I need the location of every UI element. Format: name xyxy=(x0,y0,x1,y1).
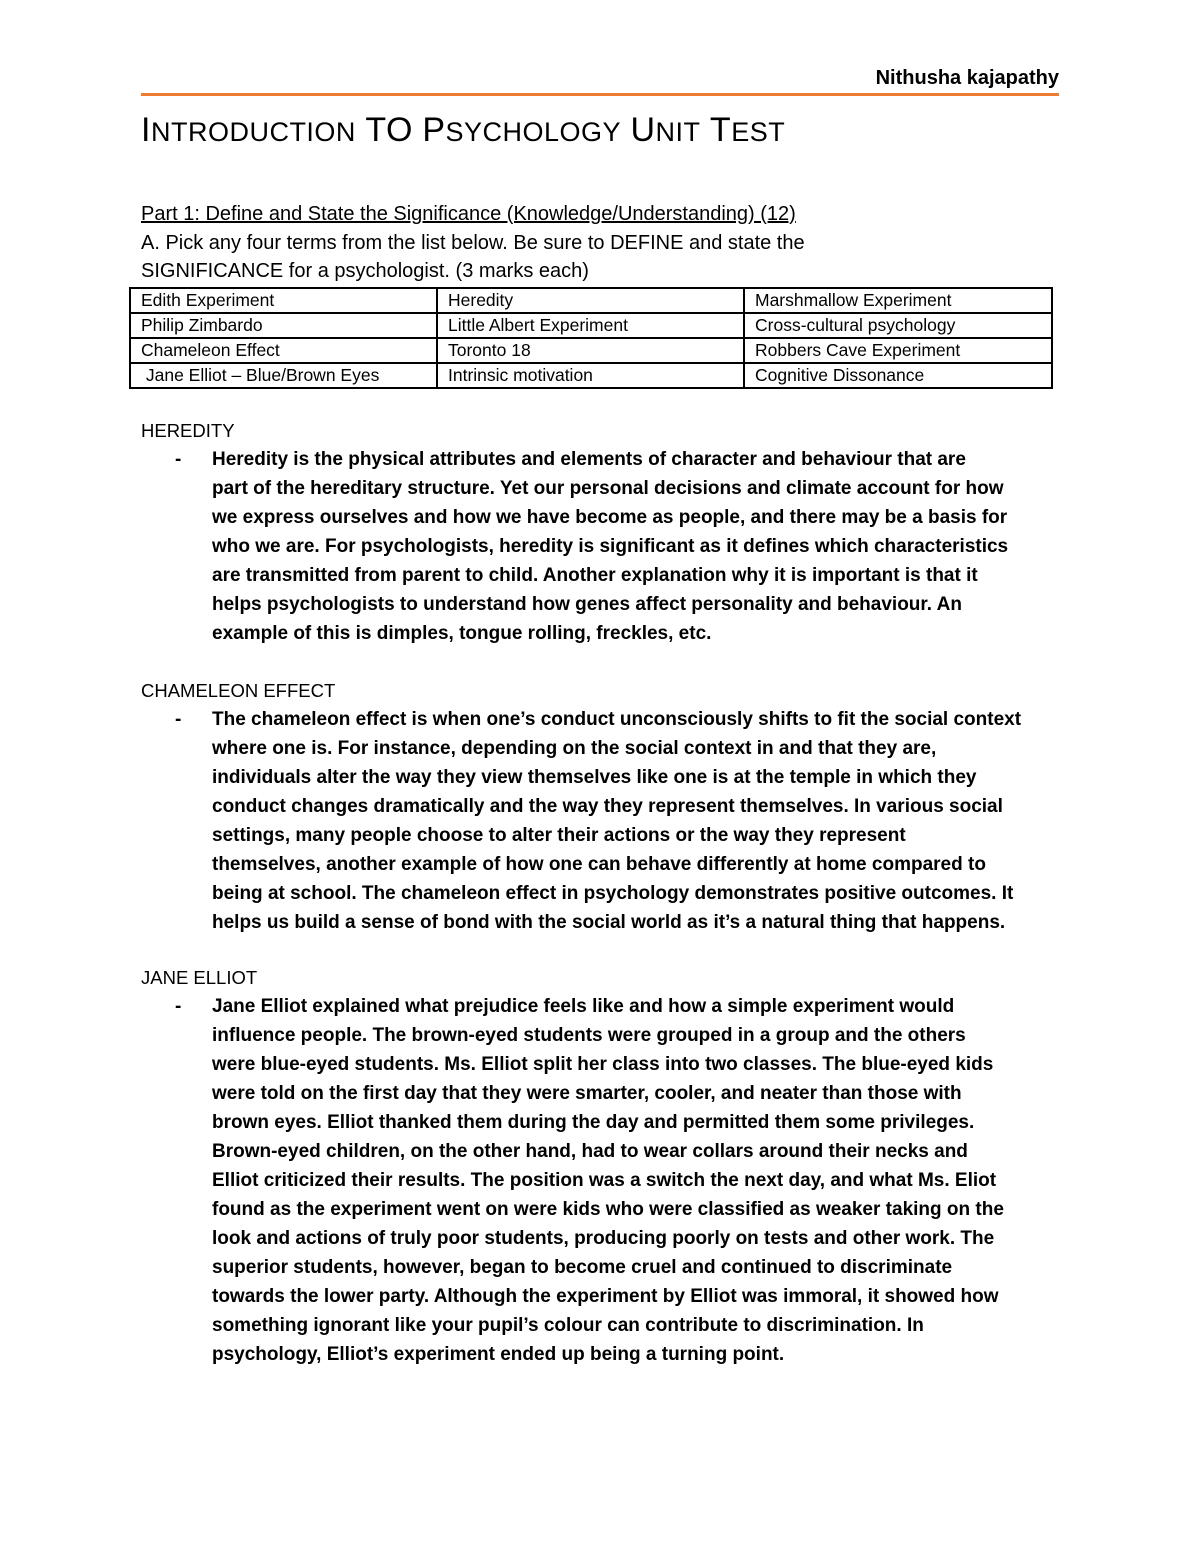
answer-line: were told on the first day that they were smarter, cooler, and neater than those with xyxy=(212,1083,962,1104)
part1-instructions xyxy=(141,229,1041,285)
answer-line: helps us build a sense of bond with the social world as it’s a natural thing that happens. xyxy=(212,912,1006,933)
answer-line: individuals alter the way they view themselves like one is at the temple in which they xyxy=(212,767,977,788)
answer-line: part of the hereditary structure. Yet our personal decisions and climate account for how xyxy=(212,478,1004,499)
answer-line: found as the experiment went on were kids who were classified as weaker taking on the xyxy=(212,1199,1004,1220)
answer-line: we express ourselves and how we have become as people, and there may be a basis for xyxy=(212,507,1008,528)
answer-line: Jane Elliot explained what prejudice feels like and how a simple experiment would xyxy=(212,996,955,1017)
table-cell: Chameleon Effect xyxy=(130,338,437,363)
answer-line: settings, many people choose to alter their actions or the way they represent xyxy=(212,825,906,846)
answer-heredity xyxy=(141,417,1071,648)
terms-table xyxy=(129,287,1053,389)
table-cell: Little Albert Experiment xyxy=(437,313,744,338)
answer-line: psychology, Elliot’s experiment ended up being a turning point. xyxy=(212,1344,785,1365)
author-name: Nithusha kajapathy xyxy=(875,67,1059,89)
answer-bullet xyxy=(141,992,1071,1369)
answer-line: Heredity is the physical attributes and elements of character and behaviour that are xyxy=(212,449,966,470)
table-cell: Marshmallow Experiment xyxy=(744,288,1052,313)
answer-line: Elliot criticized their results. The position was a switch the next day, and what Ms. Eliot xyxy=(212,1170,997,1191)
answer-bullet xyxy=(141,705,1071,937)
table-cell: Cognitive Dissonance xyxy=(744,363,1052,388)
answer-line: who we are. For psychologists, heredity is significant as it defines which characteristics xyxy=(212,536,1009,557)
table-row xyxy=(130,363,1052,388)
answer-line: where one is. For instance, depending on the social context in and that they are, xyxy=(212,738,937,759)
answer-line: conduct changes dramatically and the way they represent themselves. In various social xyxy=(212,796,1003,817)
answer-line: were blue-eyed students. Ms. Elliot split her class into two classes. The blue-eyed kids xyxy=(212,1054,994,1075)
answer-heading: HEREDITY xyxy=(141,420,235,441)
answer-line: Brown-eyed children, on the other hand, had to wear collars around their necks and xyxy=(212,1141,968,1162)
answer-line: example of this is dimples, tongue rolling, freckles, etc. xyxy=(212,623,712,644)
answer-line: influence people. The brown-eyed students were grouped in a group and the others xyxy=(212,1025,966,1046)
table-row xyxy=(130,313,1052,338)
answer-line: themselves, another example of how one can behave differently at home compared to xyxy=(212,854,986,875)
instructions-line: A. Pick any four terms from the list below. Be sure to DEFINE and state the xyxy=(141,232,805,254)
table-cell: Toronto 18 xyxy=(437,338,744,363)
answer-heading: JANE ELLIOT xyxy=(141,967,258,988)
answer-chameleon-effect xyxy=(141,677,1071,937)
table-row xyxy=(130,288,1052,313)
bullet-dash: - xyxy=(175,709,182,730)
bullet-dash: - xyxy=(175,996,182,1017)
table-cell: Robbers Cave Experiment xyxy=(744,338,1052,363)
header-divider xyxy=(141,93,1059,96)
answer-line: look and actions of truly poor students, producing poorly on tests and other work. The xyxy=(212,1228,995,1249)
table-cell: Intrinsic motivation xyxy=(437,363,744,388)
table-row xyxy=(130,338,1052,363)
table-cell: Heredity xyxy=(437,288,744,313)
instructions-line: SIGNIFICANCE for a psychologist. (3 marks each) xyxy=(141,260,589,282)
bullet-dash: - xyxy=(175,449,182,470)
answer-line: towards the lower party. Although the experiment by Elliot was immoral, it showed how xyxy=(212,1286,999,1307)
answer-jane-elliot xyxy=(141,964,1071,1369)
answer-line: being at school. The chameleon effect in psychology demonstrates positive outcomes. It xyxy=(212,883,1014,904)
answer-line: something ignorant like your pupil’s colour can contribute to discrimination. In xyxy=(212,1315,924,1336)
table-cell: Jane Elliot – Blue/Brown Eyes xyxy=(130,363,437,388)
answer-line: helps psychologists to understand how genes affect personality and behaviour. An xyxy=(212,594,962,615)
answer-heading: CHAMELEON EFFECT xyxy=(141,680,336,701)
answer-line: superior students, however, began to become cruel and continued to discriminate xyxy=(212,1257,953,1278)
table-cell: Edith Experiment xyxy=(130,288,437,313)
answer-line: are transmitted from parent to child. Another explanation why it is important is that it xyxy=(212,565,978,586)
table-cell: Cross-cultural psychology xyxy=(744,313,1052,338)
answer-bullet xyxy=(141,445,1071,648)
answer-line: brown eyes. Elliot thanked them during the day and permitted them some privileges. xyxy=(212,1112,975,1133)
part1-heading: Part 1: Define and State the Significance (Knowledge/Understanding) (12) xyxy=(141,203,796,225)
table-cell: Philip Zimbardo xyxy=(130,313,437,338)
answer-line: The chameleon effect is when one’s conduct unconsciously shifts to fit the social context xyxy=(212,709,1022,730)
document-title: INTRODUCTION TO PSYCHOLOGY UNIT TEST xyxy=(141,111,786,149)
